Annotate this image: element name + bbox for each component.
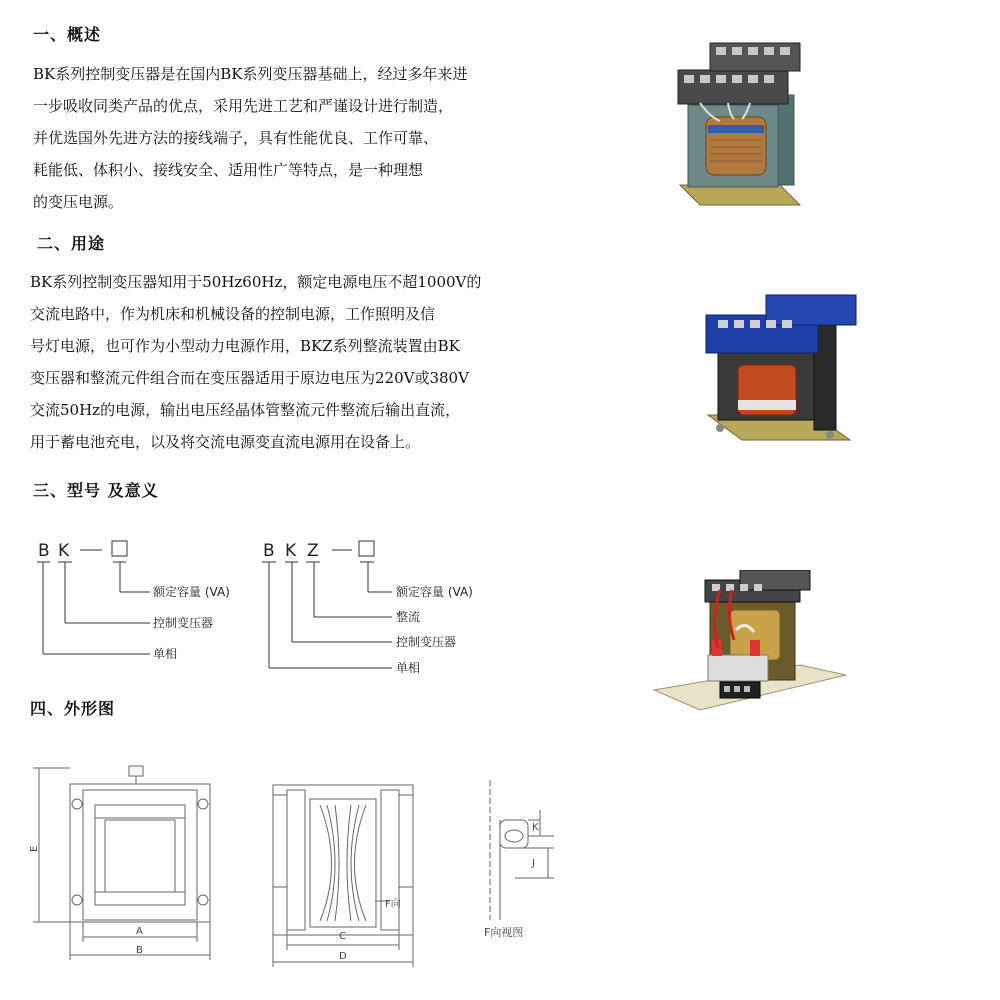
dim-label-e: E (29, 845, 40, 852)
section2-line: 交流50Hz的电源，输出电压经晶体管整流元件整流后输出直流， (30, 401, 461, 419)
f-view-caption: F向视图 (484, 926, 524, 939)
bk-letter-b: B (38, 541, 50, 561)
section2-line: 用于蓄电池充电，以及将交流电源变直流电源用在设备上。 (30, 433, 421, 451)
transformer-blue-photo-icon (700, 290, 860, 470)
bkz-letter-b: B (263, 541, 275, 561)
bkz-model-diagram (258, 530, 508, 680)
dim-label-k: K (532, 822, 539, 833)
section3-heading: 三、型号 及意义 (33, 481, 159, 500)
side-view-drawing (265, 775, 420, 975)
bk-model-diagram (30, 530, 260, 680)
transformer-photo-icon (670, 35, 810, 210)
bk-label-single-phase: 单相 (153, 647, 178, 661)
section1-line: 耗能低、体积小、接线安全、适用性广等特点，是一种理想 (33, 161, 424, 179)
f-direction-view-drawing (470, 780, 580, 945)
dim-label-j: J (532, 858, 535, 869)
section2-line: BK系列控制变压器知用于50Hz60Hz，额定电源电压不超1000V的 (30, 273, 482, 291)
section2-line: 变压器和整流元件组合而在变压器适用于原边电压为220V或380V (30, 369, 469, 387)
bkz-label-rectifier: 整流 (396, 610, 421, 624)
dim-label-f-direction: F向 (385, 899, 401, 910)
section1-paragraph (33, 58, 467, 218)
dim-label-d: D (339, 951, 347, 962)
bkz-letter-k: K (285, 541, 297, 561)
bk-label-control: 控制变压器 (153, 616, 214, 630)
bk-letter-k: K (58, 541, 70, 561)
bkz-letter-z: Z (307, 541, 319, 561)
section1-line: 并优选国外先进方法的接线端子，具有性能优良、工作可靠、 (33, 129, 439, 147)
dim-label-a: A (136, 926, 143, 937)
bkz-label-capacity: 额定容量 (VA) (396, 585, 473, 599)
section2-heading: 二、用途 (37, 234, 106, 253)
section2-paragraph (30, 266, 481, 458)
dim-label-c: C (339, 931, 346, 942)
dim-label-b: B (136, 945, 143, 956)
section2-line: 号灯电源，也可作为小型动力电源作用，BKZ系列整流装置由BK (30, 337, 460, 355)
front-view-drawing (25, 760, 225, 975)
rectifier-transformer-photo-icon (650, 570, 850, 720)
section1-heading: 一、概述 (33, 25, 102, 44)
bk-label-capacity: 额定容量 (VA) (153, 585, 230, 599)
bkz-label-control: 控制变压器 (396, 635, 457, 649)
section2-line: 交流电路中，作为机床和机械设备的控制电源，工作照明及信 (30, 305, 436, 323)
section1-line: 的变压电源。 (33, 193, 124, 211)
section4-heading: 四、外形图 (30, 699, 116, 718)
bkz-label-single-phase: 单相 (396, 661, 421, 675)
section1-line: 一步吸收同类产品的优点，采用先进工艺和严谨设计进行制造， (33, 97, 454, 115)
section1-line: BK系列控制变压器是在国内BK系列变压器基础上，经过多年来进 (33, 65, 468, 83)
